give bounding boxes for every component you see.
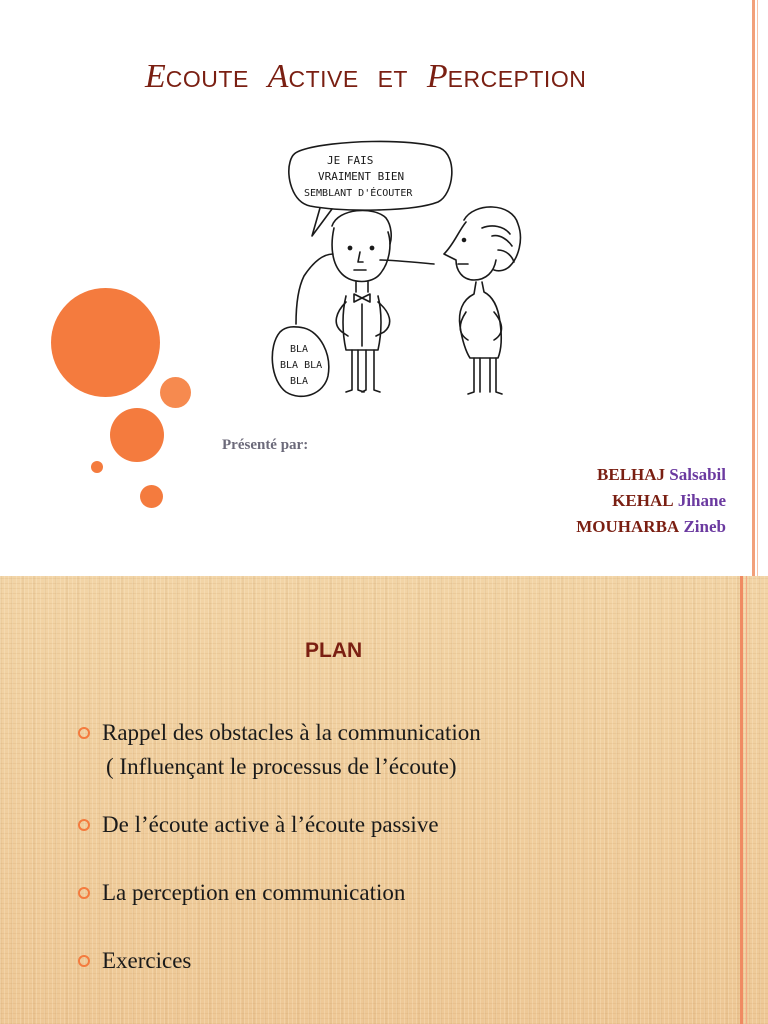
plan-heading: PLAN (305, 639, 363, 662)
title-word: ACTIVE (267, 58, 359, 95)
list-item-subtext: ( Influençant le processus de l’écoute) (106, 754, 457, 779)
bullet-ring-icon (78, 955, 90, 967)
slide-title (145, 58, 596, 96)
list-item-text: Rappel des obstacles à la communication (102, 720, 481, 745)
author-line: KEHAL Jihane (612, 491, 726, 510)
bullet-ring-icon (78, 819, 90, 831)
title-word: ET (377, 66, 408, 92)
list-item (78, 808, 481, 842)
bow-tie (354, 294, 370, 302)
author-line: MOUHARBA Zineb (576, 517, 726, 536)
slide-edge-rule-thin (746, 576, 747, 1024)
list-item-text: De l’écoute active à l’écoute passive (102, 812, 439, 837)
plan-list (78, 716, 481, 978)
title-word: PERCEPTION (426, 58, 587, 95)
bullet-ring-icon (78, 727, 90, 739)
speech-line: JE FAIS (327, 154, 374, 167)
list-item-text: La perception en communication (102, 880, 406, 905)
slide-edge-rule (752, 0, 755, 576)
decor-circle-medium (110, 408, 164, 462)
decor-circle-small (140, 485, 163, 508)
decor-circle-small (160, 377, 191, 408)
list-item (78, 944, 481, 978)
bla-line: BLA (290, 344, 309, 355)
slide-edge-rule-thin (757, 0, 758, 576)
speech-line: SEMBLANT D'ÉCOUTER (304, 188, 413, 199)
woman-head (444, 222, 496, 280)
bla-line: BLA (290, 376, 309, 387)
bla-line: BLA BLA (280, 360, 323, 371)
cartoon-illustration (262, 136, 552, 418)
list-item (78, 876, 481, 910)
decor-circle-large (51, 288, 160, 397)
man-hair (332, 210, 391, 244)
presented-by-label: Présenté par: (222, 437, 309, 453)
speech-line: VRAIMENT BIEN (318, 170, 405, 183)
bullet-ring-icon (78, 887, 90, 899)
man-head (332, 228, 390, 282)
title-word: ECOUTE (145, 58, 249, 95)
slide-edge-rule (740, 576, 743, 1024)
author-line: BELHAJ Salsabil (597, 465, 726, 484)
decor-circle-tiny (91, 461, 103, 473)
list-item-text: Exercices (102, 948, 192, 973)
author-list (576, 462, 726, 540)
woman-body (460, 282, 502, 358)
plan-slide (0, 576, 768, 1024)
woman-hair (464, 207, 520, 271)
list-item (78, 716, 481, 784)
